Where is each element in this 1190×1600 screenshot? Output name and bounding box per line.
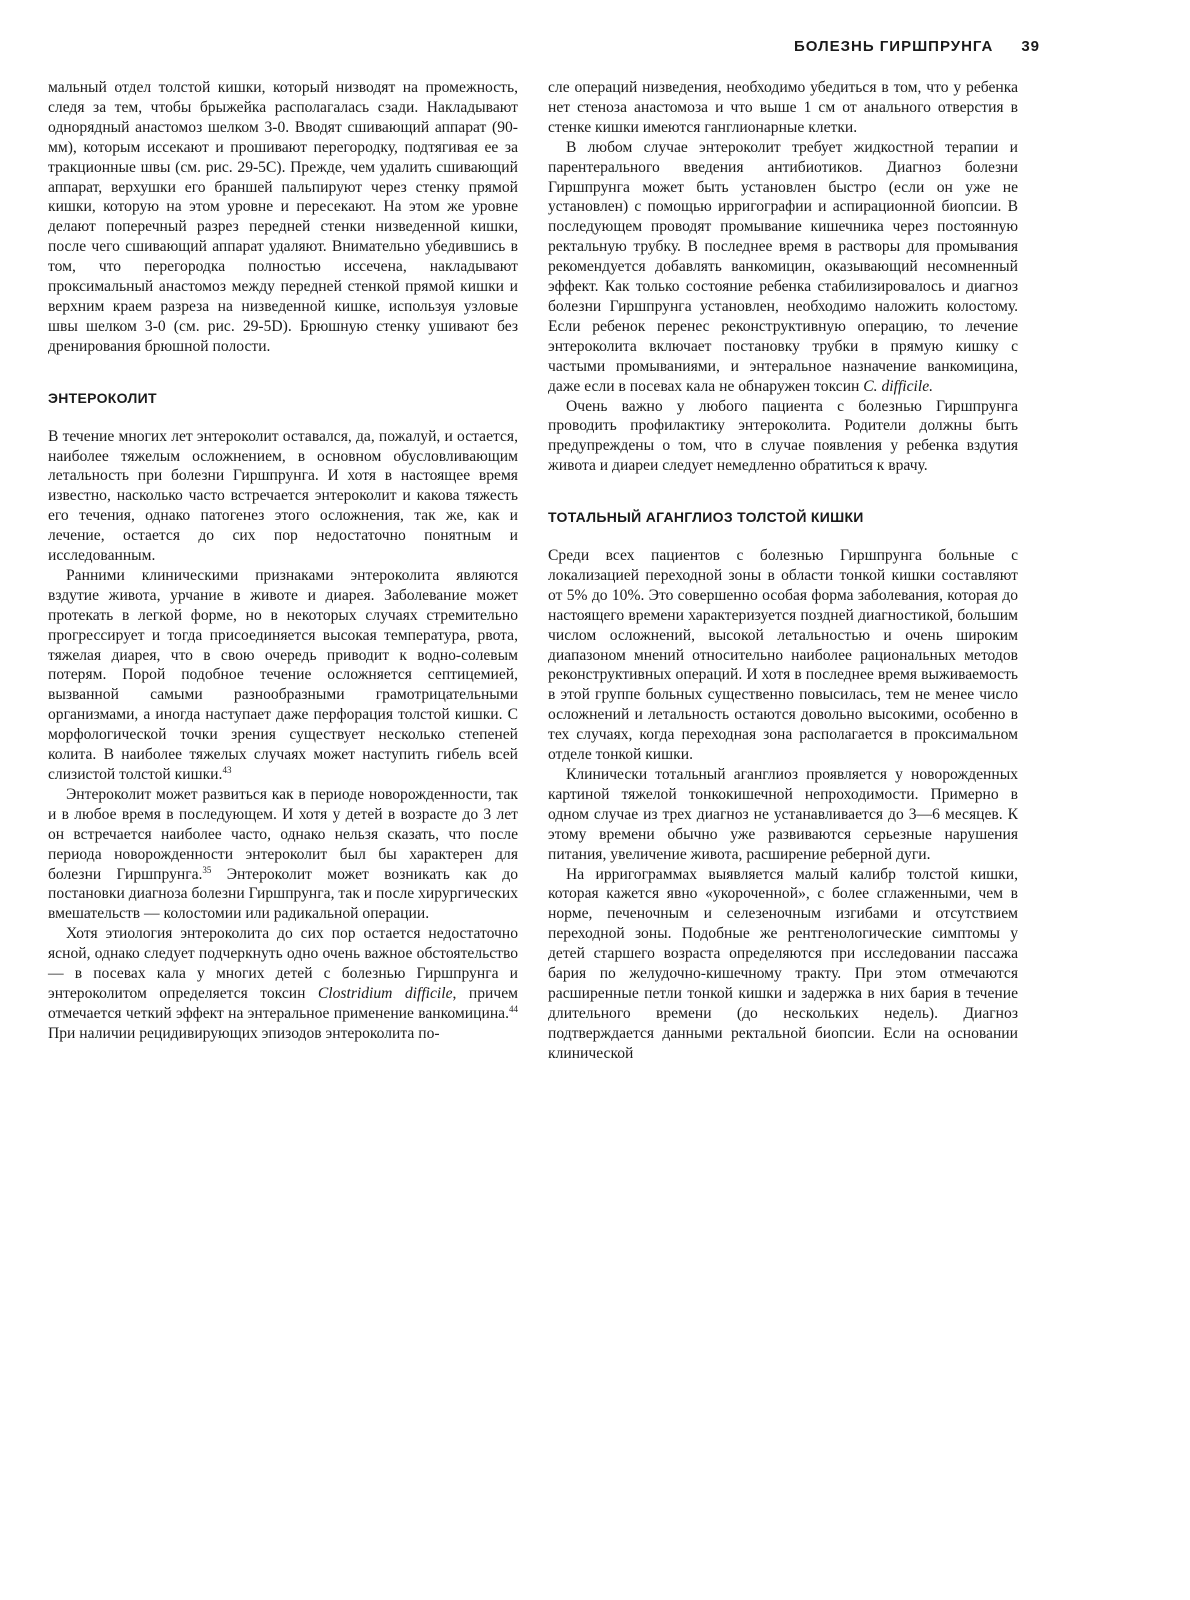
paragraph-etiology bbox=[48, 924, 518, 1043]
paragraph-clinical-signs bbox=[48, 566, 518, 785]
paragraph-continuation: сле операций низведения, необходимо убедиться в том, что у ребенка нет стеноза анастомоза и что выше 1 см от анального отверстия в стенке кишки имеются ганглионарные клетки. bbox=[548, 79, 1018, 136]
paragraph-text: Ранними клиническими признаками энтероколита являются вздутие живота, урчание в животе и диарея. Заболевание может протекать в легкой форме, но в некоторых случаях стремительно прогрессирует и тогда присоединяется высокая температура, рвота, тяжелая диарея, что в свою очередь приводит к водно-солевым потерям. Порой подобное течение осложняется септицемией, вызванной самыми разнообразными грамотрицательными организмами, а иногда наступает даже перфорация толстой кишки. С морфологической точки зрения существует несколько степеней колита. В наиболее тяжелых случаях может наступить гибель всей слизистой толстой кишки. bbox=[48, 566, 518, 783]
running-head bbox=[794, 38, 1040, 55]
paragraph-surgery-end: мальный отдел толстой кишки, который низводят на промежность, следя за тем, чтобы брыжейка располагалась сзади. Накладывают однорядный анастомоз шелком 3-0. Вводят сшивающий аппарат (90-мм), которым иссекают и прошивают перегородку, подтягивая ее за тракционные швы (см. рис. 29-5С). Прежде, чем удалить сшивающий аппарат, верхушки его браншей пальпируют через стенку прямой кишки, которую на этом уровне и пересекают. На этом же уровне делают поперечный разрез передней стенки низведенной кишки, после чего сшивающий аппарат удаляют. Внимательно убедившись в том, что перегородка полностью иссечена, накладывают проксимальный анастомоз между передней стенкой прямой кишки и верхним краем разреза на низведенной кишке, используя узловые швы шелком 3-0 (см. рис. 29-5D). Брюшную стенку ушивают без дренирования брюшной полости. bbox=[48, 79, 518, 355]
organism-name: C. difficile. bbox=[863, 377, 934, 395]
reference-superscript: 44 bbox=[509, 1003, 518, 1014]
paragraph-enterocolitis-intro: В течение многих лет энтероколит оставался, да, пожалуй, и остается, наиболее тяжелым осложнением, в основном обусловливающим летальность при болезни Гиршпрунга. И хотя в настоящее время известно, насколько часто встречается энтероколит и какова тяжесть его течения, однако патогенез этого осложнения, так же, как и лечение, остается до сих пор недостаточно понятным и исследованным. bbox=[48, 427, 518, 565]
section-heading-enterocolitis: ЭНТЕРОКОЛИТ bbox=[48, 389, 157, 406]
paragraph-text: При наличии рецидивирующих эпизодов энтероколита по- bbox=[48, 1024, 440, 1042]
paragraph-treatment bbox=[548, 138, 1018, 397]
running-title: БОЛЕЗНЬ ГИРШПРУНГА bbox=[794, 38, 994, 55]
left-column bbox=[48, 78, 518, 1044]
right-column bbox=[548, 78, 1018, 1064]
paragraph-text: , причем отмечается четкий эффект на энтеральное применение ванкомицина. bbox=[48, 984, 518, 1022]
paragraph-text: Энтероколит может возникать как до постановки диагноза болезни Гиршпрунга, так и после хирургических вмешательств — колостомии или радикальной операции. bbox=[48, 865, 518, 923]
reference-superscript: 35 bbox=[202, 864, 212, 875]
paragraph-prophylaxis: Очень важно у любого пациента с болезнью Гиршпрунга проводить профилактику энтероколита. Родители должны быть предупреждены о том, что в случае появления у ребенка вздутия живота и диареи следует немедленно обратиться к врачу. bbox=[548, 397, 1018, 475]
organism-name: Clostridium difficile bbox=[317, 984, 453, 1002]
paragraph-total-intro: Среди всех пациентов с болезнью Гиршпрунга больные с локализацией переходной зоны в области тонкой кишки составляют от 5% до 10%. Это совершенно особая форма заболевания, которая до настоящего времени характеризуется поздней диагностикой, большим числом осложнений, высокой летальностью и очень широким диапазоном мнений относительно наиболее рациональных методов реконструктивных операций. И хотя в последнее время выживаемость в этой группе больных существенно повысилась, тем не менее число осложнений и летальность остаются довольно высокими, особенно в тех случаях, когда переходная зона располагается в проксимальном отделе тонкой кишки. bbox=[548, 547, 1018, 764]
paragraph-onset bbox=[48, 785, 518, 924]
paragraph-clinical-total: Клинически тотальный аганглиоз проявляется у новорожденных картиной тяжелой тонкокишечной непроходимости. Примерно в одном случае из трех диагноз не устанавливается до 3—6 месяцев. К этому времени обычно уже развиваются серьезные нарушения питания, увеличение живота, расширение реберной дуги. bbox=[548, 766, 1018, 863]
section-heading-total-aganglionosis: ТОТАЛЬНЫЙ АГАНГЛИОЗ ТОЛСТОЙ КИШКИ bbox=[548, 509, 864, 526]
paragraph-text: В любом случае энтероколит требует жидкостной терапии и парентерального введения антибиотиков. Диагноз болезни Гиршпрунга может быть установлен быстро (если он уже не установлен) с помощью ирригографии и аспирационной биопсии. В последующем проводят промывание кишечника через постоянную ректальную трубку. В последнее время в растворы для промывания рекомендуется добавлять ванкомицин, оказывающий несомненный эффект. Как только состояние ребенка стабилизировалось и диагноз болезни Гиршпрунга установлен, необходимо наложить колостому. Если ребенок перенес реконструктивную операцию, то лечение энтероколита включает постановку трубки в прямую кишку с частыми промываниями, и энтеральное назначение ванкомицина, даже если в посевах кала не обнаружен токсин bbox=[548, 138, 1018, 395]
reference-superscript: 43 bbox=[222, 764, 232, 775]
page-number: 39 bbox=[1021, 38, 1040, 55]
paragraph-text: Энтероколит может развиться как в периоде новорожденности, так и в любое время в последующем. И хотя у детей в возрасте до 3 лет он встречается наиболее часто, однако нельзя сказать, что после периода новорожденности энтероколит был бы характерен для болезни Гиршпрунга. bbox=[48, 785, 518, 883]
paragraph-radiology: На ирригограммах выявляется малый калибр толстой кишки, которая кажется явно «укороченной», с более сглаженными, чем в норме, печеночным и селезеночным изгибами и отсутствием переходной зоны. Подобные же рентгенологические симптомы у детей старшего возраста определяются при исследовании пассажа бария по желудочно-кишечному тракту. При этом отмечаются расширенные петли тонкой кишки и задержка в них бария в течение длительного времени (до нескольких недель). Диагноз подтверждается данными ректальной биопсии. Если на основании клинической bbox=[548, 865, 1018, 1062]
paragraph-text: Хотя этиология энтероколита до сих пор остается недостаточно ясной, однако следует подчеркнуть одно очень важное обстоятельство — в посевах кала у многих детей с болезнью Гиршпрунга и энтероколитом определяется токсин bbox=[48, 925, 518, 1002]
